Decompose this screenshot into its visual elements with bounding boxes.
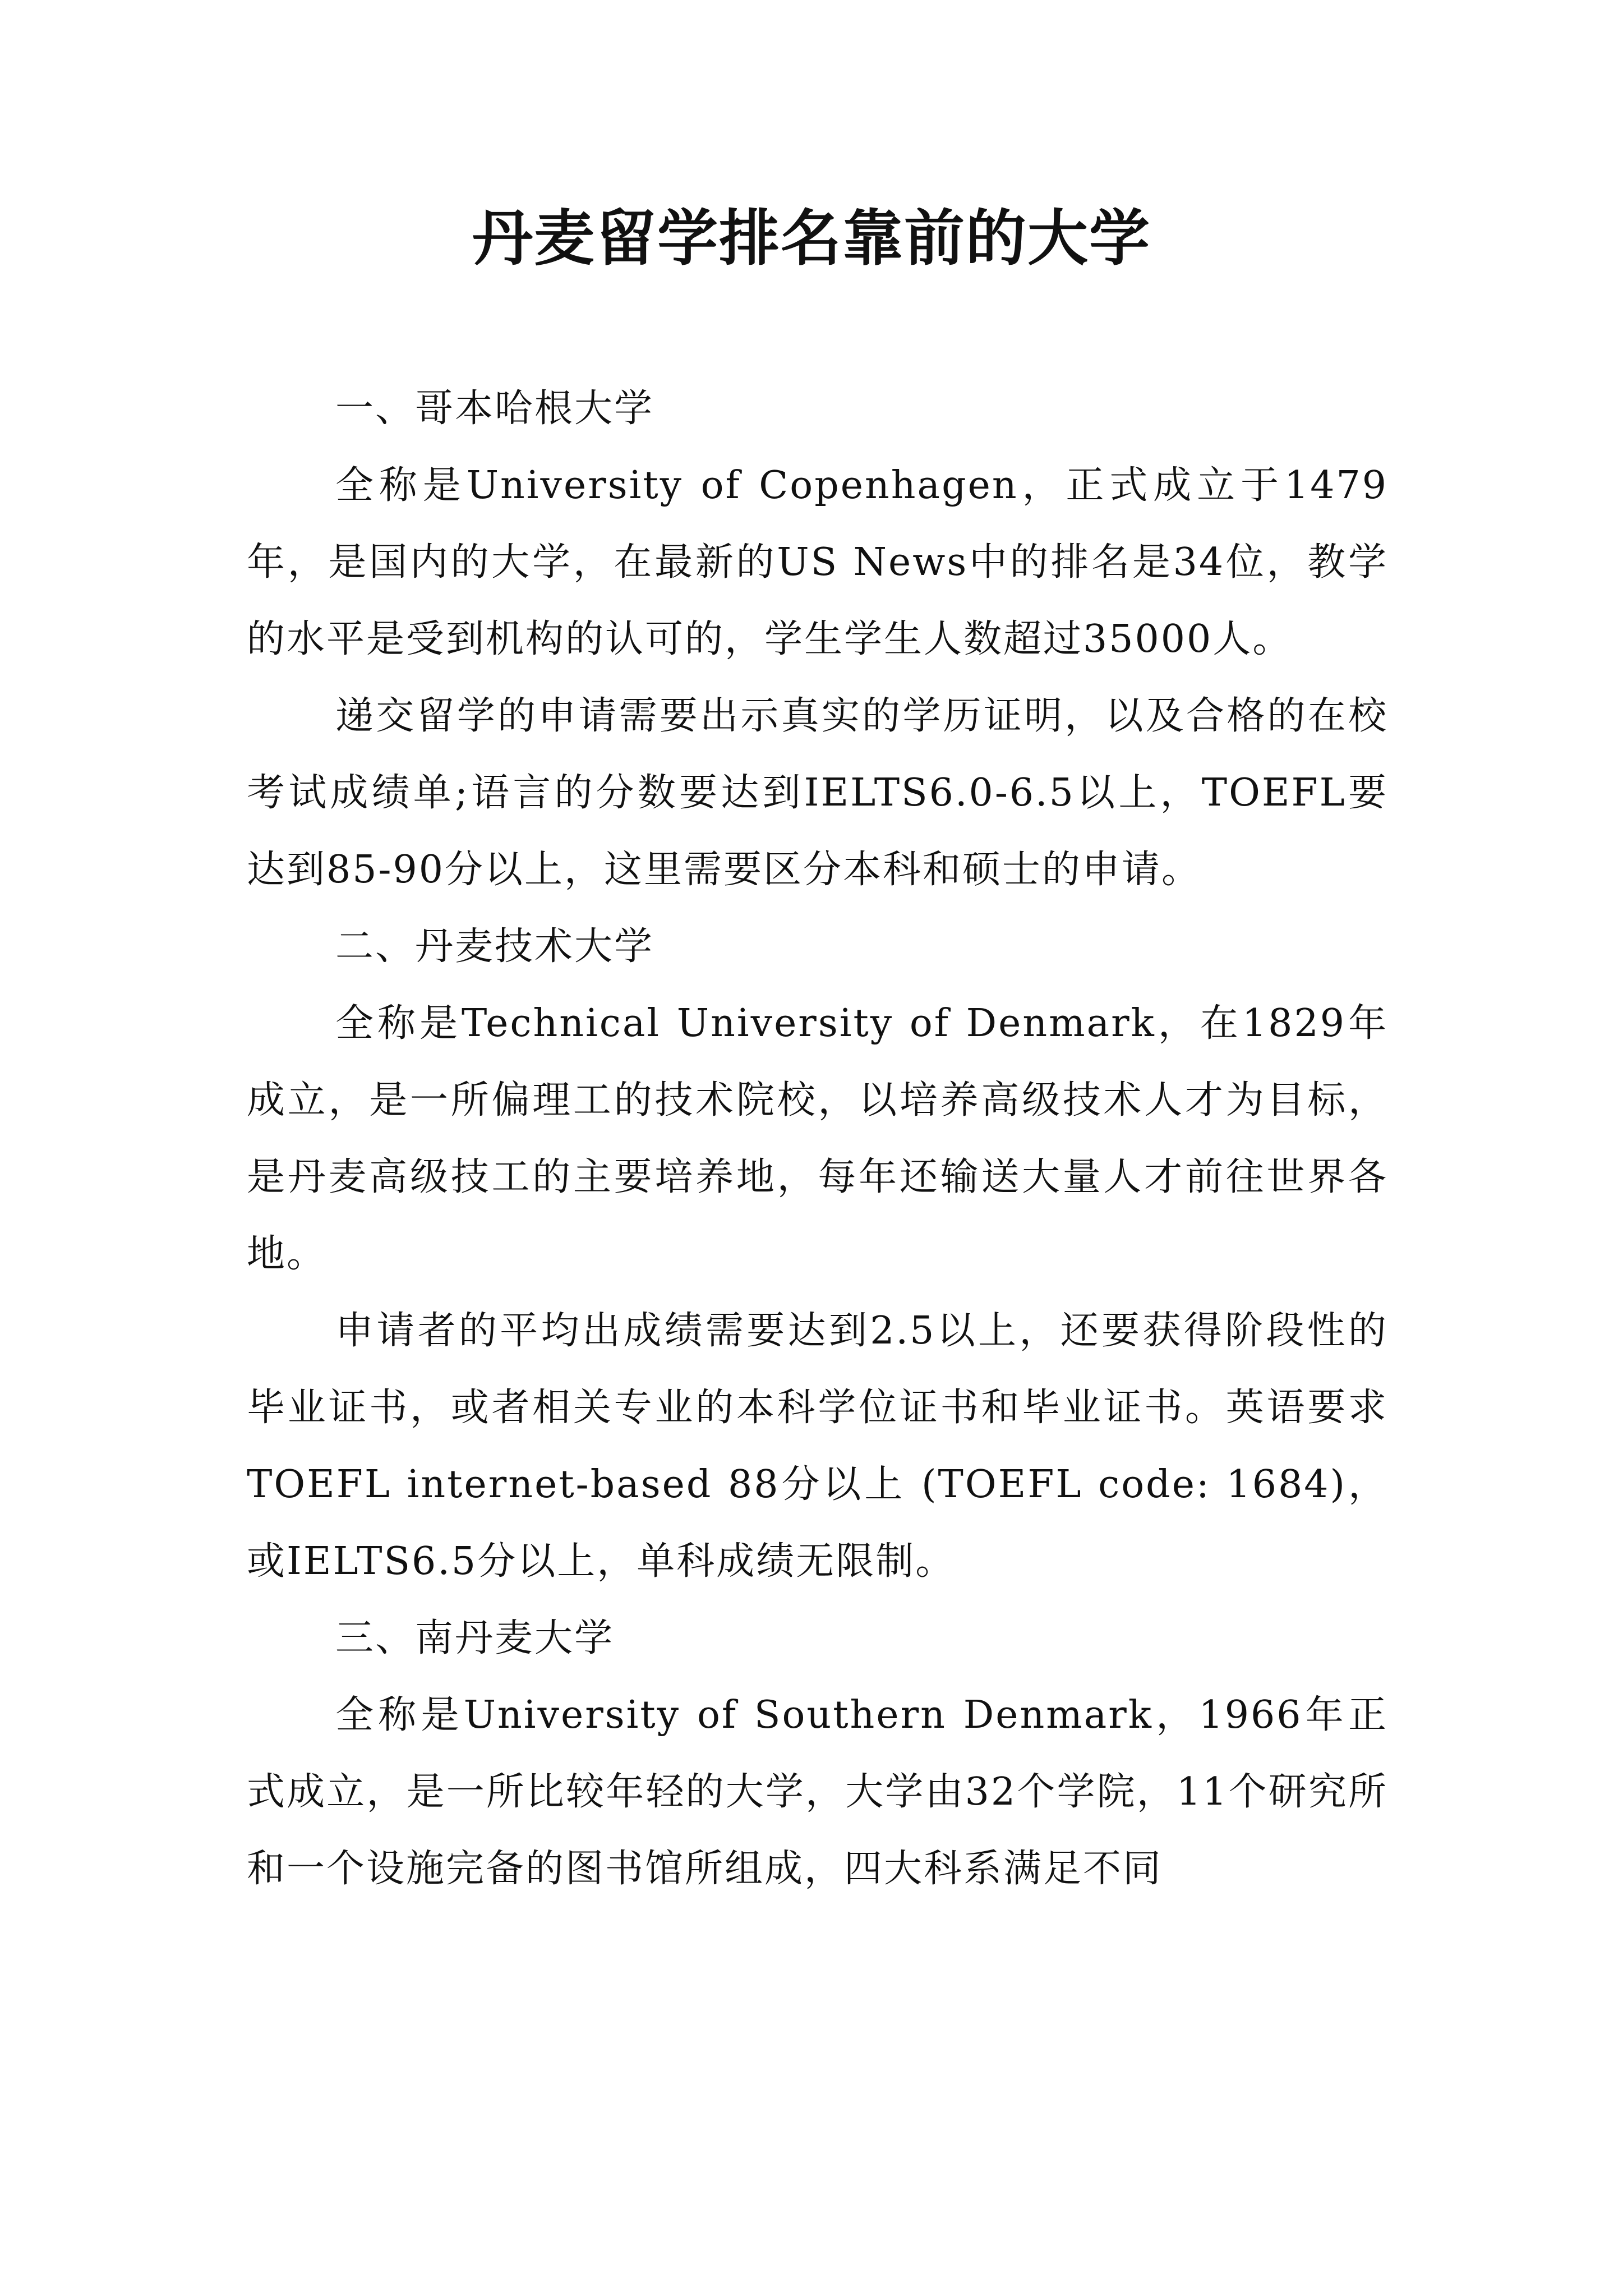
paragraph-dtu-requirements: 申请者的平均出成绩需要达到2.5以上，还要获得阶段性的毕业证书，或者相关专业的本科学位证书和毕业证书。英语要求TOEFL internet-based 88分以上 (TOEFL code: 1684)，或IELTS6.5分以上，单科成绩无限制。 [247, 1309, 1388, 1584]
section-heading-dtu: 二、丹麦技术大学 [335, 924, 654, 969]
document-body [247, 370, 1388, 1907]
document-title: 丹麦留学排名靠前的大学 [472, 203, 1151, 274]
paragraph-dtu-overview: 全称是Technical University of Denmark，在1829年成立，是一所偏理工的技术院校，以培养高级技术人才为目标，是丹麦高级技工的主要培养地，每年还输送大量人才前往世界各地。 [247, 1001, 1388, 1276]
paragraph-copenhagen-overview: 全称是University of Copenhagen，正式成立于1479年，是国内的大学，在最新的US News中的排名是34位，教学的水平是受到机构的认可的，学生学生人数超过35000人。 [247, 463, 1388, 661]
section-heading-copenhagen: 一、哥本哈根大学 [335, 386, 654, 431]
section-heading-southern-denmark: 三、南丹麦大学 [335, 1616, 615, 1660]
paragraph-copenhagen-requirements: 递交留学的申请需要出示真实的学历证明，以及合格的在校考试成绩单;语言的分数要达到IELTS6.0-6.5以上，TOEFL要达到85-90分以上，这里需要区分本科和硕士的申请。 [247, 694, 1388, 892]
paragraph-southern-denmark-overview: 全称是University of Southern Denmark，1966年正式成立，是一所比较年轻的大学，大学由32个学院，11个研究所和一个设施完备的图书馆所组成，四大科系满足不同 [247, 1693, 1388, 1891]
